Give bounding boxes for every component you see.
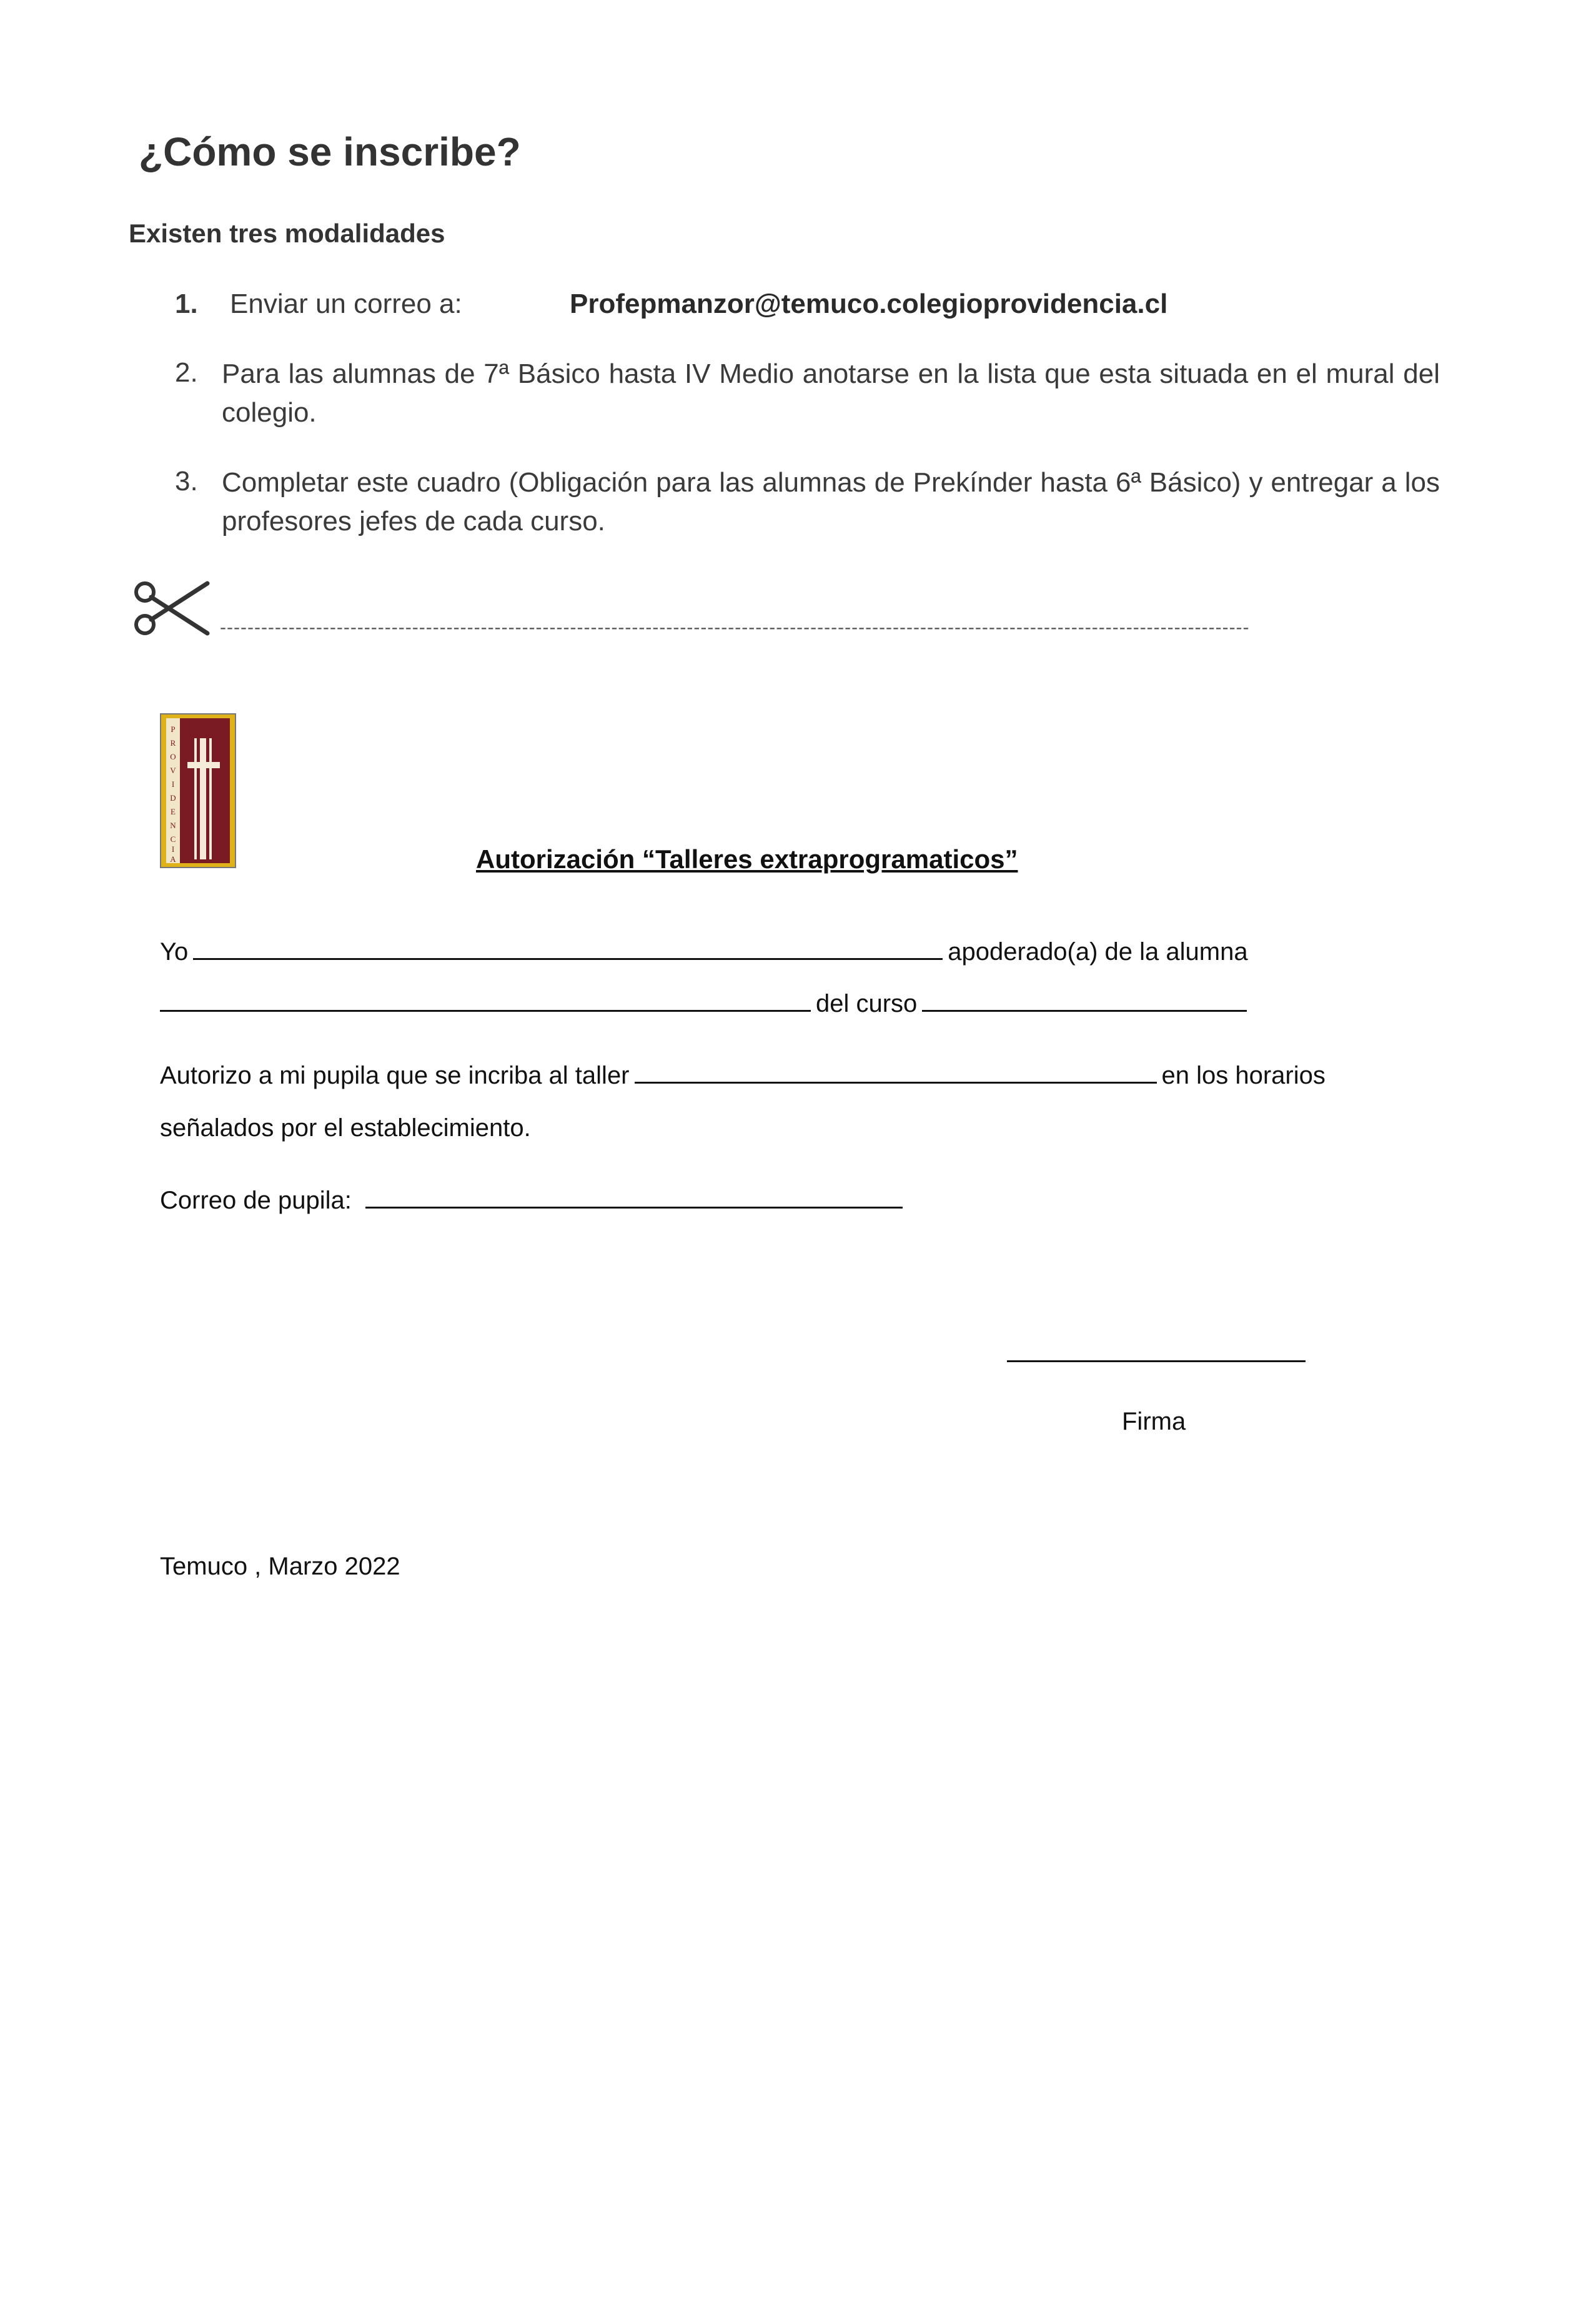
svg-text:C: C	[170, 834, 176, 844]
modalities-subheading: Existen tres modalidades	[129, 219, 445, 248]
form-title: Autorización “Talleres extraprogramaticos”	[476, 844, 1018, 874]
workshop-suffix: en los horarios	[1161, 1062, 1326, 1089]
signature-label: Firma	[1122, 1408, 1186, 1435]
workshop-prefix: Autorizo a mi pupila que se incriba al taller	[160, 1062, 630, 1089]
student-name-field[interactable]	[160, 1010, 811, 1012]
step-3-text: Completar este cuadro (Obligación para las alumnas de Prekínder hasta 6ª Básico) y entregar a los profesores jefes de cada curso.	[222, 467, 1440, 536]
step-2-number: 2.	[175, 357, 198, 388]
cut-line: ------------------------------------------------------------------------------------------------------------------------------------------------------	[220, 617, 1250, 638]
email-line	[160, 1187, 908, 1215]
step-1-prefix: Enviar un correo a:	[230, 289, 462, 319]
place-date: Temuco , Marzo 2022	[160, 1553, 400, 1580]
svg-text:I: I	[171, 844, 175, 854]
guardian-suffix: apoderado(a) de la alumna	[948, 938, 1248, 966]
svg-text:P: P	[171, 724, 176, 734]
schedule-line: señalados por el establecimiento.	[160, 1114, 531, 1142]
step-2-text: Para las alumnas de 7ª Básico hasta IV Medio anotarse en la lista que esta situada en el mural del colegio.	[222, 358, 1440, 428]
svg-text:R: R	[170, 738, 176, 748]
contact-email: Profepmanzor@temuco.colegioprovidencia.cl	[570, 289, 1168, 319]
workshop-field[interactable]	[635, 1082, 1157, 1084]
guardian-line	[160, 938, 1248, 966]
student-email-field[interactable]	[365, 1207, 903, 1209]
svg-text:I: I	[171, 779, 175, 789]
course-field[interactable]	[922, 1010, 1247, 1012]
page-heading: ¿Cómo se inscribe?	[139, 129, 521, 174]
guardian-prefix: Yo	[160, 938, 189, 966]
svg-text:E: E	[171, 807, 176, 816]
school-crest-icon	[160, 713, 236, 868]
guardian-name-field[interactable]	[193, 958, 943, 960]
signature-field[interactable]	[1007, 1360, 1306, 1362]
svg-text:A: A	[170, 854, 176, 864]
svg-text:N: N	[170, 821, 176, 830]
email-label: Correo de pupila:	[160, 1187, 352, 1214]
step-1-number: 1.	[175, 289, 198, 319]
student-line	[160, 990, 1252, 1018]
course-label: del curso	[816, 990, 918, 1017]
svg-text:V: V	[170, 766, 176, 775]
workshop-line	[160, 1062, 1326, 1090]
scissors-icon	[131, 578, 210, 638]
svg-text:O: O	[170, 752, 176, 761]
step-1-text	[230, 289, 462, 320]
svg-text:D: D	[170, 793, 176, 803]
step-3-number: 3.	[175, 466, 198, 497]
